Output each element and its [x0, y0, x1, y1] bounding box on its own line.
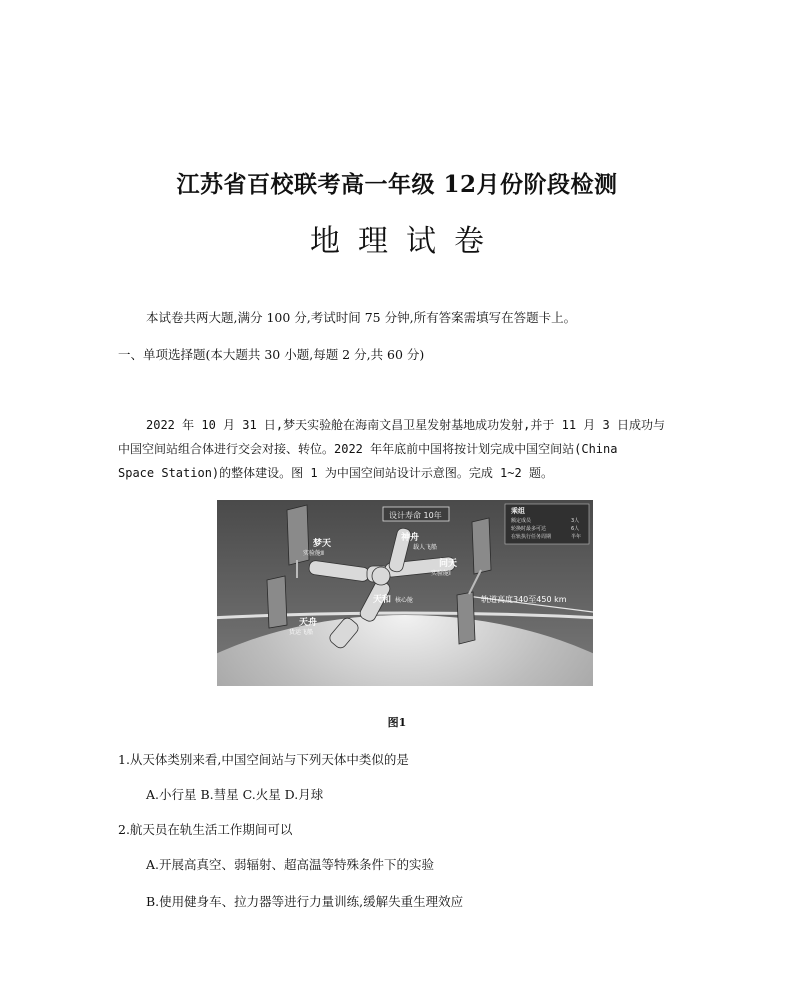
crew-row-value: 3人 [571, 518, 580, 524]
exam-title: 江苏省百校联考高一年级 12月份阶段检测 [176, 171, 618, 198]
exam-instructions: 本试卷共两大题,满分 100 分,考试时间 75 分钟,所有答案需填写在答题卡上。 [146, 310, 577, 325]
label-shenzhou: 神舟 [401, 533, 420, 543]
question-2-option-a: A.开展高真空、弱辐射、超高温等特殊条件下的实验 [146, 857, 435, 872]
space-station-figure [217, 500, 593, 686]
crew-row-label: 在轨执行任务周期 [511, 534, 552, 540]
crew-row-label: 轮换时最多可达 [511, 526, 547, 532]
exam-subtitle: 地理试卷 [310, 224, 502, 259]
crew-panel-title: 乘组 [511, 507, 525, 515]
figure-caption: 图1 [387, 716, 407, 729]
label-tianzhou-sub: 货运飞船 [289, 629, 314, 636]
question-1-stem: 1.从天体类别来看,中国空间站与下列天体中类似的是 [118, 752, 409, 767]
passage-line-3: Space Station)的整体建设。图 1 为中国空间站设计示意图。完成 1~2 题。 [118, 466, 553, 480]
crew-row-value: 6人 [571, 526, 580, 532]
crew-row-value: 半年 [571, 534, 582, 540]
question-1-options: A.小行星 B.彗星 C.火星 D.月球 [146, 787, 324, 802]
passage-line-1: 2022 年 10 月 31 日,梦天实验舱在海南文昌卫星发射基地成功发射,并于 11 月 3 日成功与 [146, 418, 665, 432]
crew-row-label: 额定成员 [511, 518, 532, 524]
label-shenzhou-sub: 载人飞船 [413, 544, 438, 551]
question-2-stem: 2.航天员在轨生活工作期间可以 [118, 822, 293, 837]
design-life-label: 设计寿命 10年 [389, 511, 442, 520]
question-2-option-b: B.使用健身车、拉力器等进行力量训练,缓解失重生理效应 [146, 894, 464, 909]
label-mengtian: 梦天 [313, 539, 332, 549]
label-mengtian-sub: 实验舱Ⅱ [303, 550, 324, 557]
section-heading: 一、单项选择题(本大题共 30 小题,每题 2 分,共 60 分) [118, 347, 425, 362]
label-orbit-altitude: 轨道高度340至450 km [481, 595, 567, 604]
label-tianhe-sub: 核心舱 [395, 597, 414, 604]
label-tianzhou: 天舟 [299, 618, 318, 628]
label-wentian: 问天 [439, 559, 458, 569]
label-wentian-sub: 实验舱Ⅰ [431, 570, 451, 577]
passage-line-2: 中国空间站组合体进行交会对接、转位。2022 年年底前中国将按计划完成中国空间站(China [118, 442, 618, 456]
label-tianhe: 天和 [373, 595, 392, 605]
